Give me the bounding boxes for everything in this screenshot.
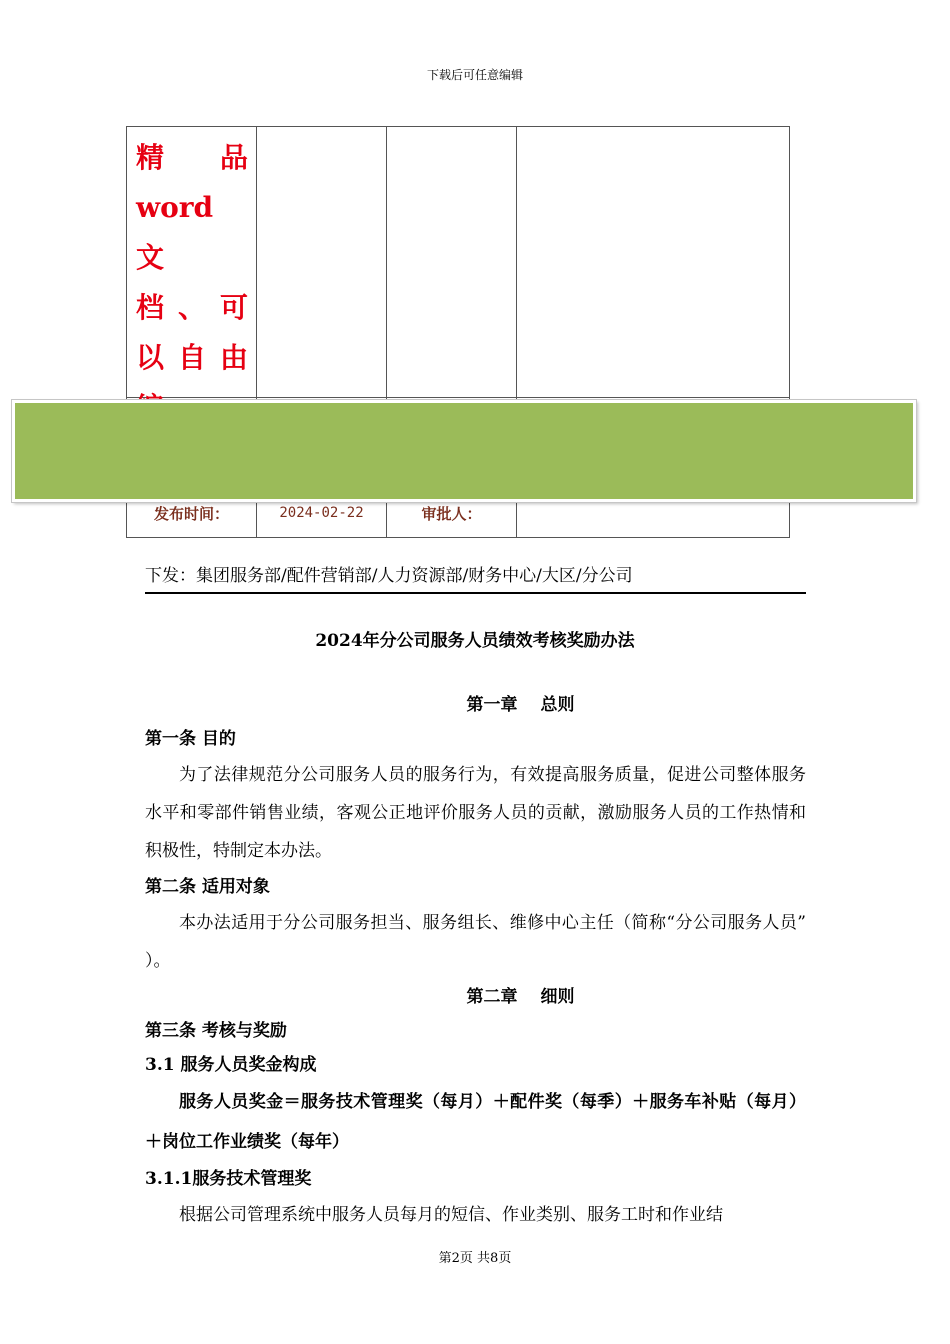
article-paragraph: 为了法律规范分公司服务人员的服务行为，有效提高服务质量，促进公司整体服务水平和零部件销售业绩，客观公正地评价服务人员的贡献，激励服务人员的工作热情和积极性，特制定本办法。: [145, 765, 806, 861]
chapter-heading: 第一章 总则: [466, 695, 575, 715]
chapter-heading: 第二章 细则: [466, 987, 575, 1007]
section-heading: 3.1 服务人员奖金构成: [145, 1055, 317, 1075]
watermark-line-4: 以 自 由: [136, 341, 248, 374]
watermark-text: [127, 127, 256, 397]
empty-cell: [387, 127, 517, 398]
article-heading: 第二条 适用对象: [145, 877, 270, 897]
article-paragraph: 本办法适用于分公司服务担当、服务组长、维修中心主任（简称“分公司服务人员” ）。: [145, 913, 806, 971]
publish-date-label: 发布时间：: [127, 503, 257, 538]
issued-to-line: 下发：集团服务部/配件营销部/人力资源部/财务中心/大区/分公司: [145, 561, 806, 594]
bonus-formula: 服务人员奖金＝服务技术管理奖（每月）＋配件奖（每季）＋服务车补贴（每月）＋岗位工作业绩奖（每年）: [145, 1092, 806, 1152]
approver-label: 审批人：: [387, 503, 517, 538]
article-heading: 第三条 考核与奖励: [145, 1021, 287, 1041]
green-banner: [12, 400, 916, 502]
article-heading: 第一条 目的: [145, 729, 236, 749]
page-footer: 第2页 共8页: [438, 1251, 512, 1266]
watermark-line-2: word 文: [136, 191, 214, 274]
document-title: 2024年分公司服务人员绩效考核奖励办法: [315, 631, 635, 651]
publish-date-value: 2024-02-22: [257, 503, 387, 538]
page-header-note: 下载后可任意编辑: [426, 68, 523, 82]
approver-value: [517, 503, 790, 538]
watermark-line-1: 精 品: [136, 141, 249, 174]
section-heading: 3.1.1服务技术管理奖: [145, 1169, 312, 1189]
empty-cell: [517, 127, 790, 398]
section-paragraph: 根据公司管理系统中服务人员每月的短信、作业类别、服务工时和作业结: [179, 1205, 723, 1225]
watermark-cell: [127, 127, 257, 398]
document-body: [145, 688, 806, 1234]
empty-cell: [257, 127, 387, 398]
watermark-line-3: 档 、 可: [136, 291, 248, 324]
